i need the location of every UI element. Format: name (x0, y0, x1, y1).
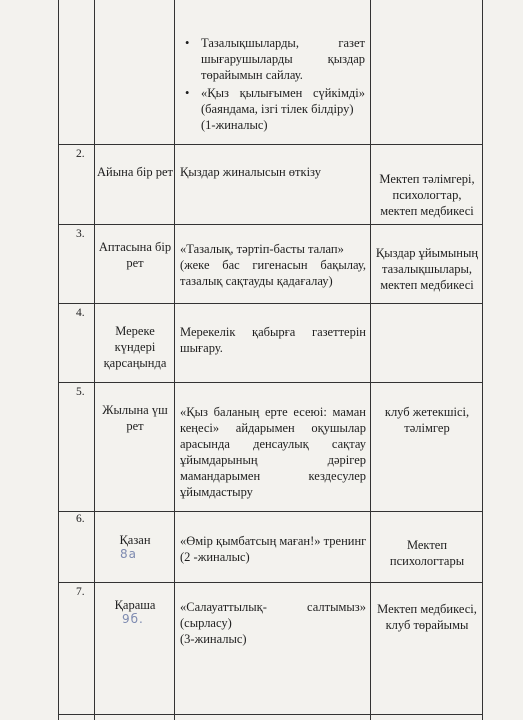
row-content: шығару. (180, 341, 223, 355)
row-period: Қараша (114, 598, 156, 612)
row-content: тазалық сақтауды қадағалау) (180, 274, 333, 288)
handwritten-note: 8а (120, 547, 137, 561)
row-divider (58, 382, 483, 383)
row-divider (58, 144, 483, 145)
content-line: «Қыз қылығымен сүйкімді» (201, 86, 365, 100)
row-content: (сырласу) (180, 616, 232, 630)
table-divider-period (174, 0, 175, 720)
row-number: 7. (76, 586, 85, 598)
row-divider (58, 582, 483, 583)
row-number: 4. (76, 307, 85, 319)
row-responsible: клуб жетекшісі, (384, 405, 470, 419)
row-responsible: Мектеп медбикесі, (377, 602, 477, 616)
row-responsible: мектеп медбикесі (380, 204, 474, 218)
table-divider-num (94, 0, 95, 720)
row-divider (58, 224, 483, 225)
row-responsible: Қыздар ұйымының (375, 246, 479, 260)
row-content: ұйымдастыру (180, 485, 253, 499)
row-content: ұйымдарының дәрігер (180, 453, 366, 467)
content-line: (баяндама, ізгі тілек білдіру) (201, 102, 354, 116)
row-content: «Салауаттылық- салтымыз» (180, 600, 366, 614)
row-period: қарсаңында (103, 356, 167, 370)
row-divider (58, 303, 483, 304)
row-number: 5. (76, 386, 85, 398)
content-line: төрайымын сайлау. (201, 68, 303, 82)
row-number: 3. (76, 228, 85, 240)
row-responsible: тәлімгер (404, 421, 450, 435)
table-border-left (58, 0, 59, 720)
row-content: Қыздар жиналысын өткізу (180, 165, 321, 179)
row-content: (2 -жиналыс) (180, 550, 250, 564)
handwritten-note: 9б. (122, 612, 144, 626)
row-responsible: психологтар, (392, 188, 462, 202)
row-responsible: Мектеп тәлімгері, (379, 172, 475, 186)
row-responsible: тазалықшылары, (381, 262, 473, 276)
row-content: арасында денсаулық сақтау (180, 437, 366, 451)
row-number: 2. (76, 148, 85, 160)
row-content: кеңесі» айдарымен оқушылар (180, 421, 366, 435)
bullet-icon: • (185, 36, 190, 50)
row-content: мамандарымен кездесулер (180, 469, 366, 483)
row-content: (3-жиналыс) (180, 632, 247, 646)
row-responsible: Мектеп (406, 538, 448, 552)
row-number: 6. (76, 513, 85, 525)
row-period: Айына бір рет (97, 165, 173, 179)
row-content: «Өмір қымбатсың маған!» тренинг (180, 534, 367, 548)
row-divider (58, 511, 483, 512)
row-responsible: клуб төрайымы (385, 618, 469, 632)
row-responsible: психологтары (389, 554, 465, 568)
content-line: шығарушыларды қыздар (201, 52, 365, 66)
row-responsible: мектеп медбикесі (380, 278, 474, 292)
row-period: Жылына үш (102, 403, 168, 417)
content-line: Тазалықшыларды, газет (201, 36, 365, 50)
row-period: Мереке (115, 324, 155, 338)
row-period: Аптасына бір (98, 240, 172, 254)
row-period: рет (126, 256, 144, 270)
row-content: «Қыз баланың ерте есеюі: маман (180, 405, 366, 419)
row-content: «Тазалық, тәртіп-басты талап» (180, 242, 344, 256)
row-content: (жеке бас гигенасын бақылау, (180, 258, 366, 272)
content-line: (1-жиналыс) (201, 118, 268, 132)
row-content: Мерекелік қабырға газеттерін (180, 325, 366, 339)
row-period: Қазан (119, 533, 151, 547)
row-period: рет (126, 419, 144, 433)
row-period: күндері (114, 340, 156, 354)
bullet-icon: • (185, 86, 190, 100)
row-divider (58, 714, 483, 715)
